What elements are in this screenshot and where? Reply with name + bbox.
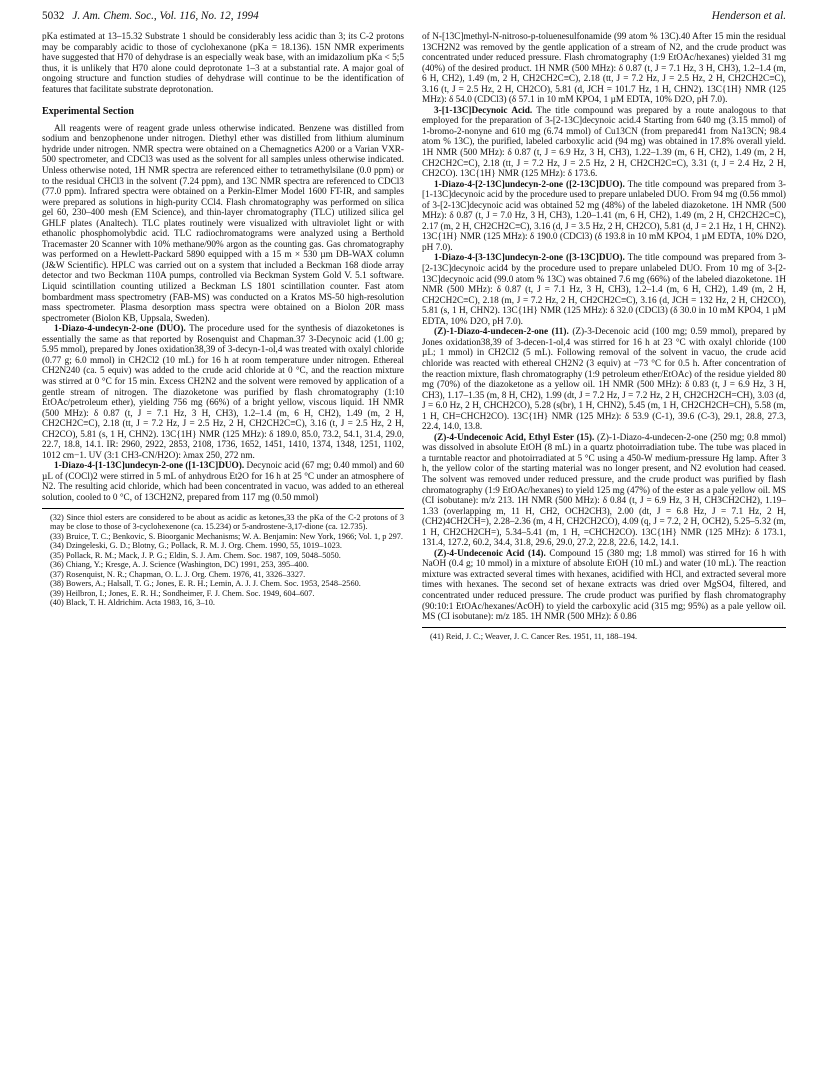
procedure-duo (42, 324, 404, 461)
procedure-1-13c-duo-title: 1-Diazo-4-[1-13C]undecyn-2-one ([1-13C]DUO). (54, 461, 245, 472)
page-number: 5032 (42, 10, 65, 22)
procedure-undecenoic-acid-title: (Z)-4-Undecenoic Acid (14). (434, 548, 546, 559)
procedure-3-13c-duo (422, 253, 786, 327)
footnote: (38) Bowers, A.; Halsall, T. G.; Jones, E. R. H.; Lemin, A. J. J. Chem. Soc. 1953, 2548–2560. (50, 579, 361, 589)
general-methods-paragraph: All reagents were of reagent grade unless otherwise indicated. Benzene was distilled from sodium and benzophenone under nitrogen. Diethyl ether was distilled from lithium aluminum hydride under nitrogen. NMR spectra were obtained on a Chemagnetics A200 or a Varian VXR-500 spectrometer, and CDCl3 was used as the solvent for all samples unless otherwise indicated. Unless otherwise noted, 1H NMR spectra are referenced either to tetramethylsilane (0.0 ppm) or to the residual CHCl3 in the solvent (7.24 ppm), and 13C NMR spectra are referenced to CDCl3 (77.0 ppm). Infrared spectra were obtained on a Perkin-Elmer Model 1600 FT-IR, and samples were prepared as solutions in high-purity CCl4. Flash chromatography was performed on silica gel 60, 230–400 mesh (EM Science), and thin-layer chromatography (TLC) utilized silica gel GHLF plates (Analtech). TLC plates routinely were visualized with ultraviolet light or with ethanolic phosphomolybdic acid. TLC radiochromatograms were analyzed using a Berthold Tracemaster 20 Scanner with 10% methane/90% argon as the counting gas. Gas chromatography was performed on a Hewlett-Packard 5890 equipped with a 15 m × 530 µm DB-WAX column (J&W Scientific). HPLC was carried out on a system that included a Beckman 168 diode array detector and two Beckman 110A pumps, controlled via Beckman System Gold V. 5.1 software. Liquid scintillation counting utilized a Beckman LS 1801 scintillation counter. Fast atom bombardment mass spectrometry (FAB-MS) was conducted on a Kratos MS-50 high-resolution mass spectrometer. Plasma desorption mass spectra were obtained on a Biolon 20R mass spectrometer (Biolon KB, Uppsala, Sweden). (42, 123, 404, 324)
left-column (42, 32, 404, 608)
footnote: (34) Dzingeleski, G. D.; Blotny, G.; Pollack, R. M. J. Org. Chem. 1990, 55, 1019–1023. (50, 541, 342, 551)
footnote: (39) Heilbron, I.; Jones, E. R. H.; Sondheimer, F. J. Chem. Soc. 1949, 604–607. (50, 588, 315, 598)
procedure-undecenoic-acid (422, 549, 786, 623)
header-authors: Henderson et al. (711, 10, 786, 22)
procedure-decynoic-acid (422, 106, 786, 180)
procedure-2-13c-duo-title: 1-Diazo-4-[2-13C]undecyn-2-one ([2-13C]DUO). (434, 179, 625, 190)
procedure-undecenoic-acid-text: Compound 15 (380 mg; 1.8 mmol) was stirred for 16 h with NaOH (0.4 g; 10 mmol) in a mixture of absolute EtOH (10 mL) and water (10 mL). The reaction mixture was extracted several times with hexanes, acidified with HCl, and extracted several more times with hexanes. The second set of hexane extracts was dried over MgSO4, filtered, and concentrated under reduced pressure. The crude product was purified by flash chromatography (90:10:1 EtOAc/hexanes/AcOH) to yield the carboxylic acid (315 mg; 95%) as a pale yellow oil. MS (CI isobutane): m/z 185. 1H NMR (500 MHz): δ 0.86 (422, 548, 787, 623)
procedure-decynoic-acid-title: 3-[1-13C]Decynoic Acid. (434, 105, 533, 116)
procedure-continuation: of N-[13C]methyl-N-nitroso-p-toluenesulfonamide (99 atom % 13C).40 After 15 min the residual 13CH2N2 was removed by the gentle application of a stream of N2, and the crude product was concentrated under reduced pressure. Flash chromatography (1:9 EtOAc/hexanes) yielded 31 mg (40%) of the desired product. 1H NMR (500 MHz): δ 0.87 (t, J = 7.1 Hz, 3 H, CH3), 1.2–1.4 (m, 6 H, CH2), 1.49 (m, 2 H, CH2CH2C≡C), 2.18 (tt, J = 7.2 Hz, J = 2.5 Hz, 2 H, CH2CH2C≡C), 3.16 (t, J = 2.5 Hz, 2 H, CH2CO), 5.81 (d, JCH = 101.7 Hz, 1 H, CHN2). 13C{1H} NMR (125 MHz): δ 54.0 (CDCl3) (δ 57.1 in 10 mM KPO4, 1 µM EDTA, 10% D2O, pH 7.0). (422, 32, 786, 106)
footnote-divider (422, 627, 786, 628)
footnote: (32) Since thiol esters are considered to be about as acidic as ketones,33 the pKa of the C-2 protons of 3 may be close to those of 3-cyclohexenone (ca. 15.234) or 5-androstene-3,17-dione (ca. 12.735). (50, 512, 404, 532)
procedure-2-13c-duo-text: The title compound was prepared from 3-[1-13C]decynoic acid by the procedure used to prepare unlabeled DUO. From 94 mg (0.56 mmol) of 3-[2-13C]decynoic acid was obtained 52 mg (48%) of the labeled diazoketone. 1H NMR (500 MHz): δ 0.87 (t, J = 7.0 Hz, 3 H, CH3), 1.20–1.41 (m, 6 H, CH2), 1.49 (m, 2 H, CH2CH2C≡C), 2.17 (m, 2 H, CH2CH2C≡C), 3.16 (d, J = 3.5 Hz, 2 H, CH2CO), 5.81 (d, J = 2.1 Hz, 1 H, CHN2). 13C{1H} NMR (125 MHz): δ 190.0 (CDCl3) (δ 193.8 in 10 mM KPO4, 1 µM EDTA, 10% D2O, pH 7.0). (422, 179, 786, 253)
procedure-undecenone-title: (Z)-1-Diazo-4-undecen-2-one (11). (434, 327, 569, 338)
footnotes-left (42, 513, 404, 608)
procedure-undecenone (422, 327, 786, 432)
procedure-3-13c-duo-title: 1-Diazo-4-[3-13C]undecyn-2-one ([3-13C]DUO). (434, 253, 625, 264)
right-column (422, 32, 786, 641)
footnote: (33) Bruice, T. C.; Benkovic, S. Bioorganic Mechanisms; W. A. Benjamin: New York, 1966; Vol. 1, p 297. (50, 531, 403, 541)
procedure-1-13c-duo (42, 461, 404, 503)
procedure-ethyl-ester (422, 433, 786, 549)
procedure-undecenone-text: (Z)-3-Decenoic acid (100 mg; 0.59 mmol), prepared by Jones oxidation38,39 of 3-decen-1-ol,4 was stirred for 16 h at 23 °C with oxalyl chloride (100 µL; 1 mmol) in CH2Cl2 (5 mL). Following removal of the solvent in vacuo, the crude acid chloride was reacted with ethereal CH2N2 (3 equiv) at −73 °C for 0.5 h. After concentration of the reaction mixture, flash chromatography (1:9 petroleum ether/EtOAc) of the residue yielded 80 mg (70%) of the diazoketone as a yellow oil. 1H NMR (500 MHz): δ 0.83 (t, J = 6.9 Hz, 3 H, CH3), 1.17–1.35 (m, 8 H, CH2), 1.99 (dt, J = 7.2 Hz, J = 7.2 Hz, 2 H, CH2CH2CH=CH), 3.03 (d, J = 6.0 Hz, 2 H, CHCH2CO), 5.28 (s(br), 1 H, CHN2), 5.45 (m, 1 H, CH2CH2CH=CH), 5.58 (m, 1 H, CH=CHCH2CO). 13C{1H} NMR (125 MHz): δ 53.9 (C-1), 39.6 (C-3), 29.1, 28.8, 27.3, 22.4, 14.0, 13.8. (422, 327, 786, 433)
running-header (42, 8, 786, 24)
procedure-duo-text: The procedure used for the synthesis of diazoketones is essentially the same as that reported by Rosenquist and Chapman.37 3-Decynoic acid (1.00 g; 5.95 mmol), prepared by Jones oxidation38,39 of 3-decyn-1-ol,4 was treated with oxalyl chloride (0.77 g; 6.0 mmol) in CH2Cl2 (10 mL) for 16 h at room temperature under nitrogen. Ethereal CH2N240 (ca. 5 equiv) was added to the crude acid chloride at 0 °C, and the reaction mixture was stirred at 0 °C for 15 min. Excess CH2N2 and the solvent were removed by application of a gentle stream of nitrogen. The diazoketone was purified by flash chromatography (1:10 EtOAc/petroleum ether), yielding 756 mg (66%) of a bright yellow, viscous liquid. 1H NMR (500 MHz): δ 0.87 (t, J = 7.1 Hz, 3 H, CH3), 1.2–1.4 (m, 6 H, CH2), 1.49 (m, 2 H, CH2CH2C≡C), 2.18 (tt, J = 7.2 Hz, J = 2.5 Hz, 2 H, CH2CH2C≡C), 3.16 (t, J = 2.5 Hz, 2 H, CH2CO), 5.81 (s, 1 H, CHN2). 13C{1H} NMR (125 MHz): δ 189.0, 85.0, 73.2, 54.1, 31.4, 29.0, 22.7, 18.8, 14.1. IR: 2960, 2922, 2853, 2108, 1736, 1652, 1451, 1410, 1374, 1348, 1251, 1102, 1012 cm−1. UV (3:1 CH3-CN/H2O): λmax 250, 272 nm. (42, 324, 404, 461)
footnote: (41) Reid, J. C.; Weaver, J. C. Cancer Res. 1951, 11, 188–194. (430, 631, 638, 641)
procedure-ethyl-ester-title: (Z)-4-Undecenoic Acid, Ethyl Ester (15). (434, 432, 595, 443)
journal-citation: J. Am. Chem. Soc., Vol. 116, No. 12, 1994 (72, 10, 259, 22)
procedure-duo-title: 1-Diazo-4-undecyn-2-one (DUO). (54, 324, 186, 335)
footnote: (37) Rosenquist, N. R.; Chapman, O. L. J. Org. Chem. 1976, 41, 3326–3327. (50, 569, 306, 579)
header-journal-info (42, 8, 259, 24)
footnotes-right (422, 632, 786, 642)
footnote: (40) Black, T. H. Aldrichim. Acta 1983, 16, 3–10. (50, 598, 215, 608)
intro-paragraph: pKa estimated at 13–15.32 Substrate 1 should be considerably less acidic than 3; its C-2 protons may be comparably acidic to those of cyclohexanone (pKa = 18.136). 15N NMR experiments have suggested that H70 of dehydrase is an especially weak base, with an imidazolium pKa < 5;5 thus, it is unlikely that H70 alone could deprotonate 1–3 at a substantial rate. A major goal of ongoing structure and function studies of dehydrase will continue to be the identification of features that facilitate substrate deprotonation. (42, 32, 404, 95)
procedure-ethyl-ester-text: (Z)-1-Diazo-4-undecen-2-one (250 mg; 0.8 mmol) was dissolved in absolute EtOH (8 mL) in a quartz photoirradiation tube. The tube was placed in a turntable reactor and photoirradiated at 5 °C using a 450-W medium-pressure Hg lamp. After 3 h, the yellow color of the starting material was no longer present, and N2 evolution had ceased. The solvent was removed under reduced pressure, and the crude product was purified by flash chromatography (1:9 EtOAc/hexanes) to yield 125 mg (47%) of the ester as a pale yellow oil. MS (CI isobutane): m/z 213. 1H NMR (500 MHz): δ 0.84 (t, J = 6.9 Hz, 3 H, CH3CH2CH2), 1.19–1.33 (overlapping m, 11 H, CH2, OCH2CH3), 2.00 (dt, J = 6.8 Hz, J = 7.1 Hz, 2 H, (CH2)4CH2CH=), 2.28–2.36 (m, 4 H, CH2CH2CO), 4.09 (q, J = 7.2, 2 H, OCH2), 5.25–5.32 (m, 1 H, CH2CH2CH=), 5.34–5.41 (m, 1 H, =CHCH2CO). 13C{1H} NMR (125 MHz): δ 173.1, 131.4, 127.2, 60.2, 34.4, 31.8, 29.6, 29.0, 27.2, 22.8, 22.6, 14.2, 14.1. (422, 432, 787, 549)
procedure-3-13c-duo-text: The title compound was prepared from 3-[2-13C]decynoic acid4 by the procedure used to prepare unlabeled DUO. From 10 mg of 3-[2-13C]decynoic acid (99.0 atom % 13C) was obtained 7.6 mg (66%) of the labeled diazoketone. 1H NMR (500 MHz): δ 0.87 (t, J = 7.1 Hz, 3 H, CH3), 1.2–1.4 (m, 6 H, CH2), 1.49 (m, 2 H, CH2CH2C≡C), 2.18 (m, J = 7.2 Hz, 2 H, CH2CH2C≡C), 3.16 (d, JCH = 132 Hz, 2 H, CH2CO), 5.81 (s, 1 H, CHN2). 13C{1H} NMR (125 MHz): δ 32.0 (CDCl3) (δ 30.0 in 10 mM KPO4, 1 µM EDTA, 10% D2O, pH 7.0). (422, 253, 786, 327)
procedure-decynoic-acid-text: The title compound was prepared by a route analogous to that employed for the preparation of 3-[2-13C]decynoic acid.4 Starting from 640 mg (3.15 mmol) of 1-bromo-2-nonyne and 610 mg (6.74 mmol) of Cu13CN (from prepared41 from Na13CN; 98.4 atom % 13C), the purified, labeled carboxylic acid (94 mg) was obtained in 17.8% overall yield. 1H NMR (500 MHz): δ 0.87 (t, J = 6.9 Hz, 3 H, CH3), 1.22–1.39 (m, 6 H, CH2), 1.49 (m, 2 H, CH2CH2C≡C), 2.18 (tt, J = 7.2 Hz, J = 2.5 Hz, 2 H, CH2CH2C≡C), 3.31 (t, J = 2.4 Hz, 2 H, CH2CO). 13C{1H} NMR (125 MHz): δ 173.6. (422, 105, 787, 180)
footnote-divider (42, 508, 404, 509)
procedure-2-13c-duo (422, 180, 786, 254)
footnote: (35) Pollack, R. M.; Mack, J. P. G.; Eldin, S. J. Am. Chem. Soc. 1987, 109, 5048–5050. (50, 550, 341, 560)
footnote: (36) Chiang, Y.; Kresge, A. J. Science (Washington, DC) 1991, 253, 395–400. (50, 560, 309, 570)
procedure-1-13c-duo-text: Decynoic acid (67 mg; 0.40 mmol) and 60 µL of (COCl)2 were stirred in 5 mL of anhydrous Et2O for 16 h at 25 °C under an atmosphere of N2. The resulting acid chloride, which had been concentrated in vacuo, was added to an ethereal solution, cooled to 0 °C, of 13CH2N2, prepared from 117 mg (0.50 mmol) (42, 461, 405, 503)
section-heading: Experimental Section (42, 106, 134, 118)
